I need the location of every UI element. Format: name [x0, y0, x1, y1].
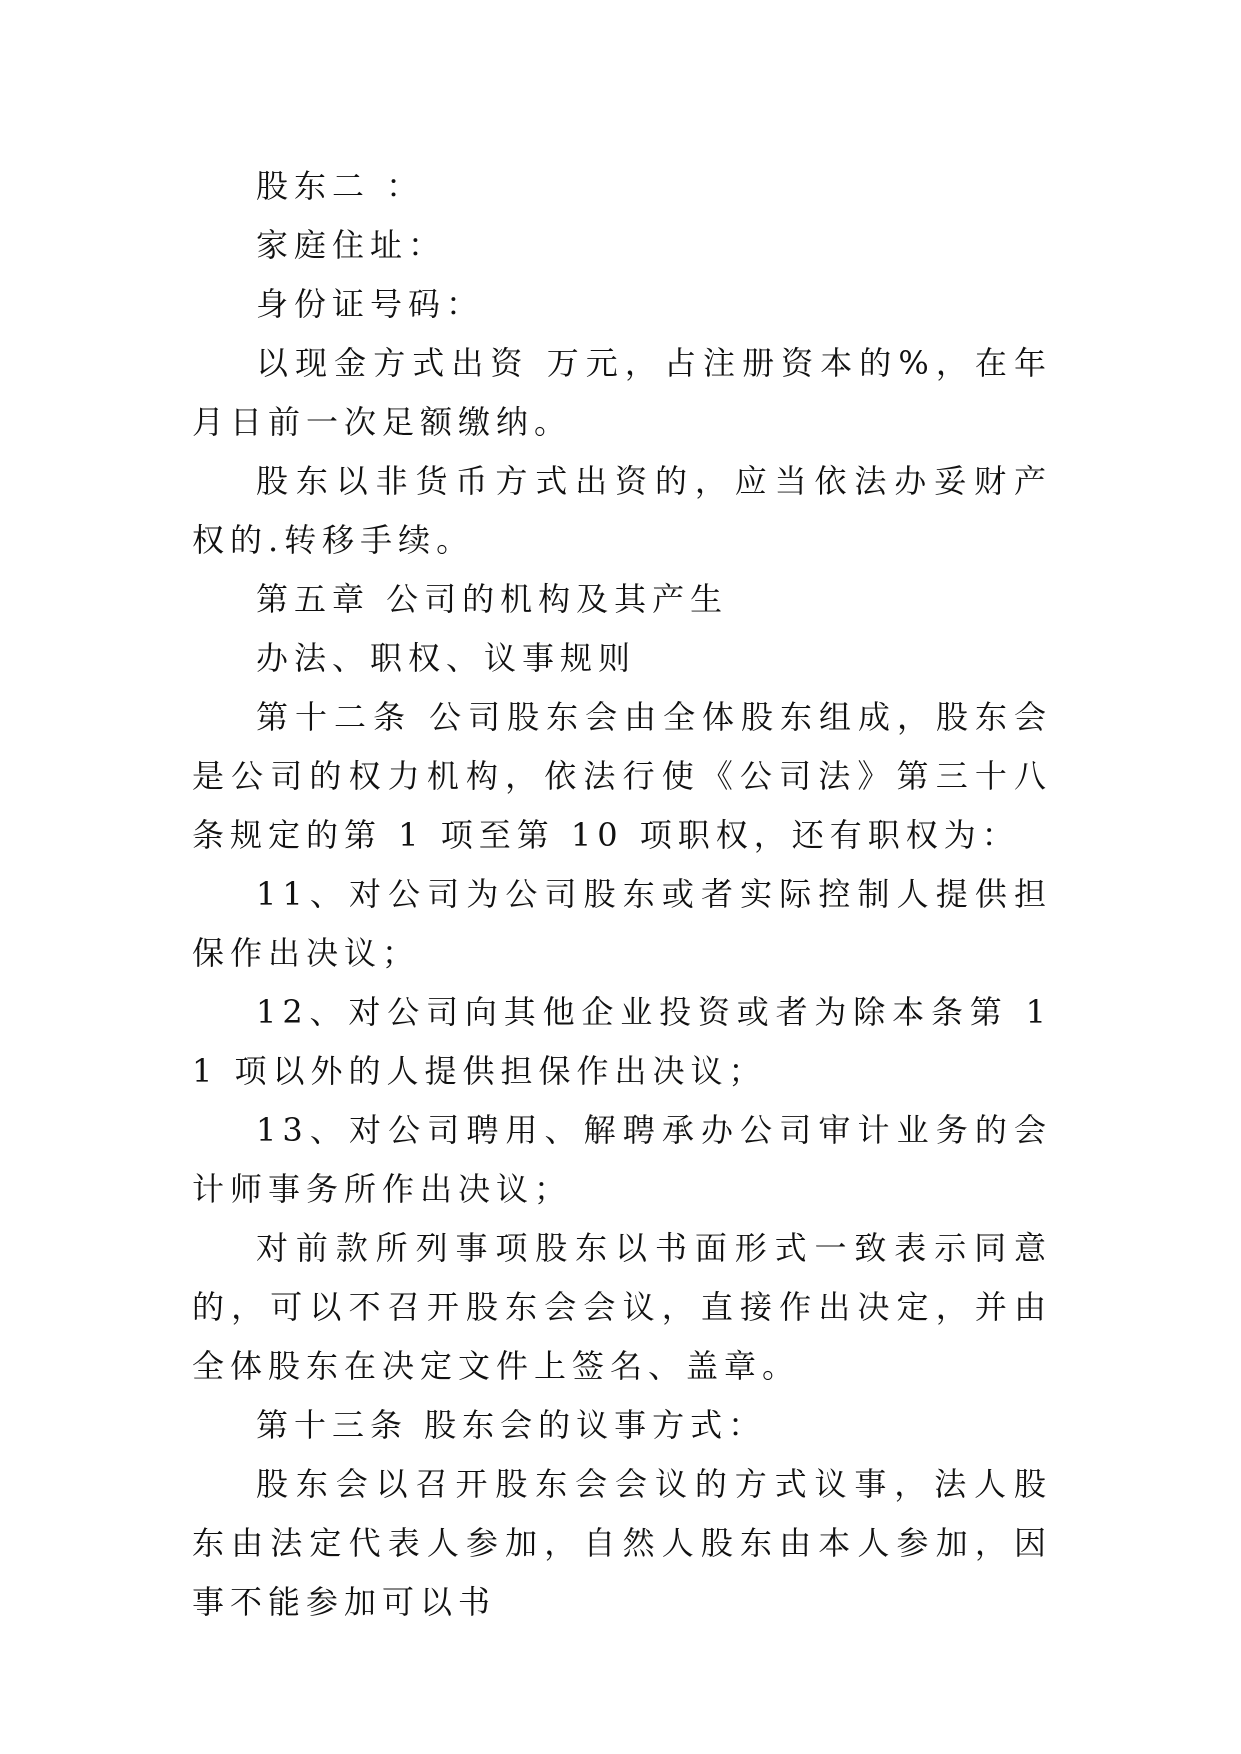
written-consent-paragraph: 对前款所列事项股东以书面形式一致表示同意的，可以不召开股东会会议，直接作出决定，并由全体股东在决定文件上签名、盖章。: [192, 1229, 1052, 1385]
meeting-procedure-paragraph: 股东会以召开股东会会议的方式议事，法人股东由法定代表人参加，自然人股东由本人参加，因事不能参加可以书: [192, 1465, 1052, 1621]
document-body: [192, 157, 1052, 1632]
chapter-five-heading: 第五章 公司的机构及其产生: [256, 580, 729, 618]
id-number-line: 身份证号码：: [256, 285, 485, 323]
item-twelve-paragraph: 12、对公司向其他企业投资或者为除本条第 11 项以外的人提供担保作出决议；: [192, 993, 1052, 1090]
article-twelve-paragraph: 第十二条 公司股东会由全体股东组成，股东会是公司的权力机构，依法行使《公司法》第三十八条规定的第 1 项至第 10 项职权，还有职权为：: [192, 698, 1052, 854]
article-thirteen-heading: 第十三条 股东会的议事方式：: [256, 1406, 767, 1444]
shareholder-two-line: 股东二 ：: [256, 167, 425, 205]
home-address-line: 家庭住址：: [256, 226, 447, 264]
item-thirteen-paragraph: 13、对公司聘用、解聘承办公司审计业务的会计师事务所作出决议；: [192, 1111, 1052, 1208]
non-monetary-contribution-paragraph: 股东以非货币方式出资的，应当依法办妥财产权的.转移手续。: [192, 462, 1052, 559]
item-eleven-paragraph: 11、对公司为公司股东或者实际控制人提供担保作出决议；: [192, 875, 1052, 972]
chapter-five-subheading: 办法、职权、议事规则: [256, 639, 637, 677]
cash-contribution-paragraph: 以现金方式出资 万元，占注册资本的%，在年月日前一次足额缴纳。: [192, 344, 1052, 441]
